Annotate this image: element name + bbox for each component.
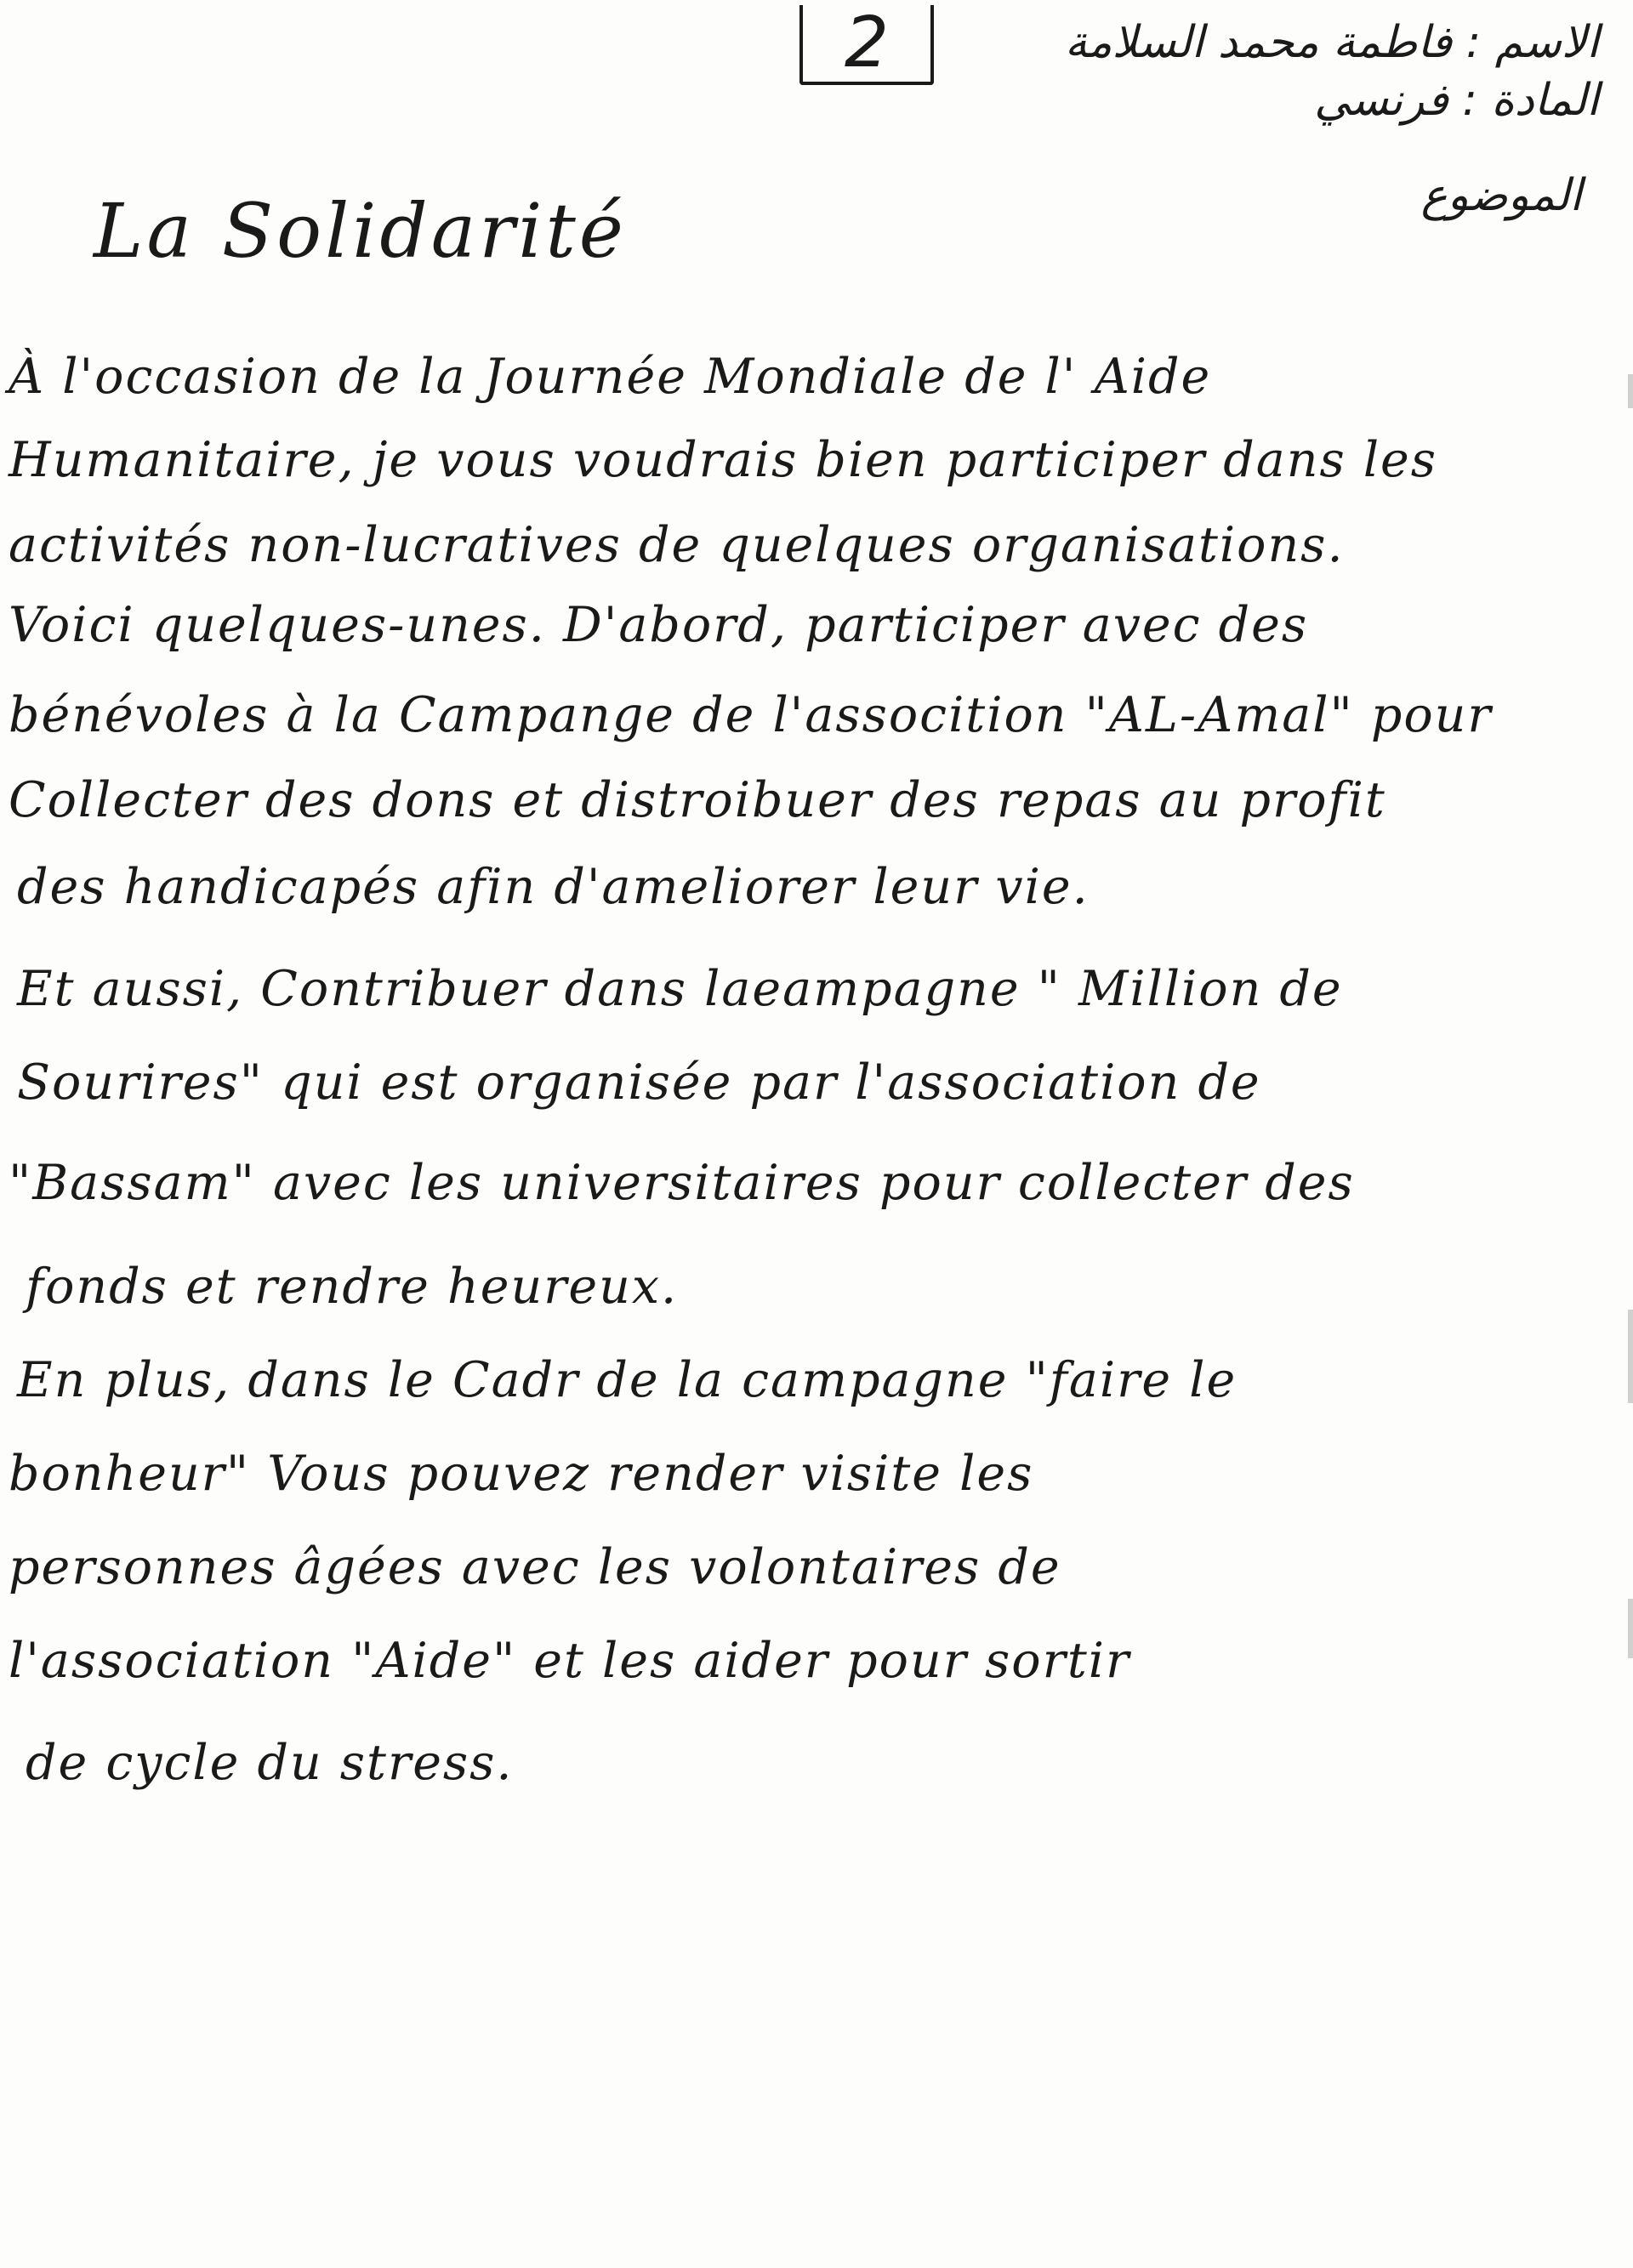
essay-line-5: bénévoles à la Campange de l'assocition "AL-Amal" pour bbox=[9, 687, 1493, 743]
essay-line-6: Collecter des dons et distroibuer des repas au profit bbox=[9, 772, 1386, 828]
essay-line-12: En plus, dans le Cadr de la campagne "faire le bbox=[17, 1352, 1238, 1408]
essay-line-4: Voici quelques-unes. D'abord, participer avec des bbox=[9, 597, 1309, 653]
edge-mark bbox=[1628, 1599, 1633, 1658]
essay-line-1: À l'occasion de la Journée Mondiale de l' Aide bbox=[9, 349, 1212, 405]
student-name-line: الاسم : فاطمة محمد السلامة bbox=[1064, 17, 1599, 68]
topic-label: الموضوع bbox=[1420, 170, 1582, 221]
essay-line-14: personnes âgées avec les volontaires de bbox=[9, 1539, 1061, 1595]
page-number-box bbox=[799, 5, 934, 85]
essay-line-15: l'association "Aide" et les aider pour sortir bbox=[9, 1633, 1131, 1689]
essay-line-13: bonheur" Vous pouvez render visite les bbox=[9, 1446, 1034, 1502]
page-number: 2 bbox=[844, 3, 890, 83]
essay-line-7: des handicapés afin d'ameliorer leur vie. bbox=[17, 859, 1090, 915]
subject-line: المادة : فرنسي bbox=[1314, 75, 1599, 126]
essay-line-11: fonds et rendre heureux. bbox=[26, 1259, 679, 1315]
essay-line-16: de cycle du stress. bbox=[26, 1735, 514, 1791]
edge-mark bbox=[1628, 374, 1633, 408]
essay-title: La Solidarité bbox=[94, 187, 627, 275]
essay-line-9: Sourires" qui est organisée par l'association de bbox=[17, 1054, 1261, 1111]
essay-line-2: Humanitaire, je vous voudrais bien participer dans les bbox=[9, 432, 1438, 488]
essay-line-3: activités non-lucratives de quelques organisations. bbox=[9, 517, 1345, 573]
edge-mark bbox=[1628, 1310, 1633, 1403]
essay-line-10: "Bassam" avec les universitaires pour collecter des bbox=[9, 1155, 1355, 1211]
essay-line-8: Et aussi, Contribuer dans laeampagne " Million de bbox=[17, 961, 1343, 1017]
